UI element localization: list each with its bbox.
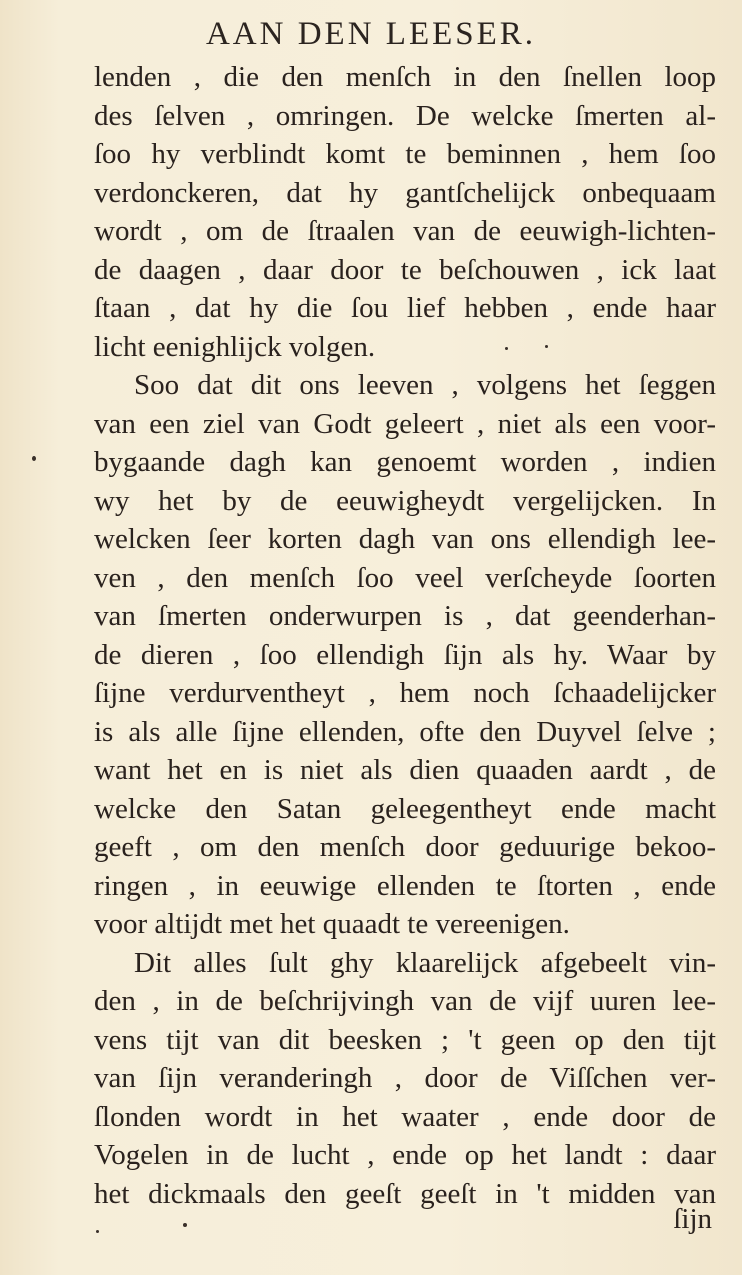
text-line: het dickmaals den geeſt geeſt in 't midden van [94, 1177, 716, 1210]
ink-speck [505, 347, 508, 350]
text-line: geeft , om den menſch door geduurige bekoo- [94, 831, 716, 863]
text-line: van ſmerten onderwurpen is , dat geenderhan- [94, 600, 716, 632]
text-line: ſoo hy verblindt komt te beminnen , hem ſoo [94, 138, 716, 170]
text-line: de daagen , daar door te beſchouwen , ick laat [94, 253, 716, 286]
ink-speck [183, 1223, 187, 1227]
running-header: AAN DEN LEESER. [205, 16, 537, 52]
text-line: Vogelen in de lucht , ende op het landt : daar [94, 1139, 716, 1171]
text-line: de dieren , ſoo ellendigh ſijn als hy. Waar by [94, 638, 716, 671]
text-line: des ſelven , omringen. De welcke ſmerten al- [94, 99, 716, 132]
text-line: verdonckeren, dat hy gantſchelijck onbequaam [94, 176, 716, 209]
ink-speck [32, 456, 36, 461]
text-line: licht eenighlijck volgen. [94, 330, 376, 363]
text-line: wordt , om de ſtraalen van de eeuwigh-lichten- [94, 215, 716, 247]
text-line: van een ziel van Godt geleert , niet als een voor- [94, 407, 716, 440]
ink-speck [545, 345, 548, 348]
text-line: bygaande dagh kan genoemt worden , indien [94, 446, 716, 478]
text-line: voor altijdt met het quaadt te vereenigen. [94, 908, 570, 940]
text-line: lenden , die den menſch in den ſnellen loop [94, 61, 716, 93]
text-line: welcken ſeer korten dagh van ons ellendigh lee- [94, 523, 716, 555]
text-line: ringen , in eeuwige ellenden te ſtorten , ende [94, 869, 716, 902]
text-line: want het en is niet als dien quaaden aardt , de [94, 754, 716, 786]
text-line: ven , den menſch ſoo veel verſcheyde ſoorten [94, 561, 716, 594]
text-line: is als alle ſijne ellenden, ofte den Duyvel ſelve ; [94, 715, 716, 748]
catchword: ſijn [673, 1203, 712, 1235]
text-line: van ſijn veranderingh , door de Viſſchen ver- [94, 1062, 716, 1094]
text-line: ſtaan , dat hy die ſou lief hebben , ende haar [94, 292, 716, 324]
text-line: ſijne verdurventheyt , hem noch ſchaadelijcker [94, 677, 716, 709]
body-text [94, 58, 716, 1213]
text-line: vens tijt van dit beesken ; 't geen op den tijt [94, 1023, 716, 1056]
text-line: welcke den Satan geleegentheyt ende macht [94, 792, 716, 825]
text-line: wy het by de eeuwigheydt vergelijcken. In [94, 484, 716, 517]
paragraph-start-line: Dit alles ſult ghy klaarelijck afgebeelt vin- [134, 946, 716, 979]
ink-speck [96, 1230, 99, 1233]
text-line: den , in de beſchrijvingh van de vijf uuren lee- [94, 985, 716, 1017]
paragraph-start-line: Soo dat dit ons leeven , volgens het ſeggen [134, 369, 716, 401]
text-line: ſlonden wordt in het waater , ende door de [94, 1100, 716, 1133]
